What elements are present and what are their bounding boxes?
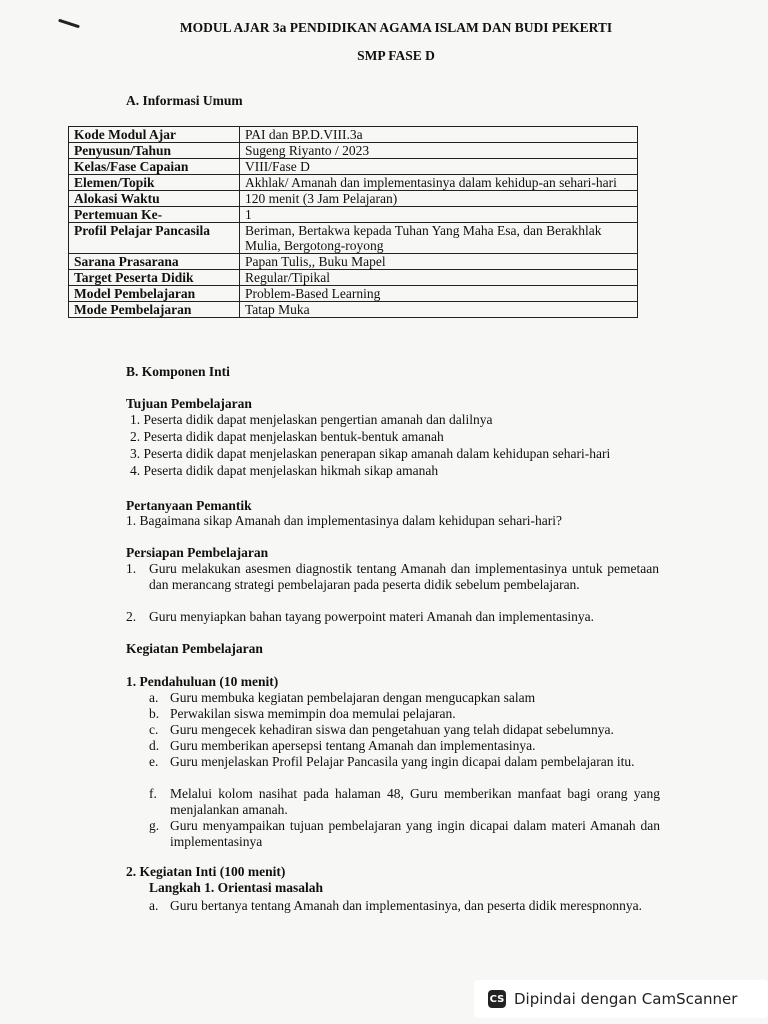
persiapan-heading: Persiapan Pembelajaran <box>126 545 269 560</box>
pendahuluan-item: Guru memberikan apersepsi tentang Amanah dan implementasinya. <box>170 738 536 753</box>
info-value: Papan Tulis,, Buku Mapel <box>240 254 638 270</box>
info-row <box>69 270 638 286</box>
tujuan-heading: Tujuan Pembelajaran <box>126 396 252 411</box>
persiapan-item: Guru melakukan asesmen diagnostik tentang Amanah dan implementasinya untuk pemetaan dan merancang strategi pembelajaran pada peserta didik sebelum pembelajaran. <box>149 561 659 592</box>
info-key: Elemen/Topik <box>69 175 240 191</box>
pendahuluan-item: Guru membuka kegiatan pembelajaran dengan mengucapkan salam <box>170 690 536 705</box>
info-key: Mode Pembelajaran <box>69 302 240 318</box>
info-key: Penyusun/Tahun <box>69 143 240 159</box>
inti-item: Guru bertanya tentang Amanah dan implementasinya, dan peserta didik merespnonnya. <box>170 898 642 913</box>
info-value: PAI dan BP.D.VIII.3a <box>240 127 638 143</box>
info-value: Beriman, Bertakwa kepada Tuhan Yang Maha Esa, dan Berakhlak Mulia, Bergotong-royong <box>240 223 638 254</box>
info-row <box>69 207 638 223</box>
pendahuluan-letter: f. <box>149 786 157 801</box>
info-value: Problem-Based Learning <box>240 286 638 302</box>
info-value: Akhlak/ Amanah dan implementasinya dalam kehidup-an sehari-hari <box>240 175 638 191</box>
info-row <box>69 159 638 175</box>
pendahuluan-item: Guru menyampaikan tujuan pembelajaran yang ingin dicapai dalam materi Amanah dan implementasinya <box>170 818 660 849</box>
info-value: Regular/Tipikal <box>240 270 638 286</box>
pendahuluan-item: Perwakilan siswa memimpin doa memulai pelajaran. <box>170 706 456 721</box>
pendahuluan-item: Melalui kolom nasihat pada halaman 48, Guru memberikan manfaat bagi orang yang menjalankan amanah. <box>170 786 660 817</box>
kegiatan-heading: Kegiatan Pembelajaran <box>126 641 263 656</box>
info-row <box>69 223 638 254</box>
tujuan-item: 3. Peserta didik dapat menjelaskan penerapan sikap amanah dalam kehidupan sehari-hari <box>130 446 611 461</box>
info-value: VIII/Fase D <box>240 159 638 175</box>
pendahuluan-item: Guru mengecek kehadiran siswa dan pengetahuan yang telah didapat sebelumnya. <box>170 722 614 737</box>
info-key: Sarana Prasarana <box>69 254 240 270</box>
info-key: Profil Pelajar Pancasila <box>69 223 240 254</box>
persiapan-num: 2. <box>126 609 137 624</box>
pendahuluan-letter: d. <box>149 738 160 753</box>
camscanner-icon: CS <box>488 990 506 1008</box>
info-key: Kode Modul Ajar <box>69 127 240 143</box>
persiapan-num: 1. <box>126 561 137 576</box>
langkah-heading: Langkah 1. Orientasi masalah <box>149 880 324 895</box>
info-table <box>68 126 638 318</box>
pendahuluan-letter: e. <box>149 754 159 769</box>
inti-item-letter: a. <box>149 898 159 913</box>
info-key: Alokasi Waktu <box>69 191 240 207</box>
info-key: Target Peserta Didik <box>69 270 240 286</box>
pendahuluan-letter: b. <box>149 706 160 721</box>
pemantik-heading: Pertanyaan Pemantik <box>126 498 252 513</box>
info-value: 120 menit (3 Jam Pelajaran) <box>240 191 638 207</box>
info-row <box>69 191 638 207</box>
pendahuluan-letter: g. <box>149 818 160 833</box>
persiapan-item: Guru menyiapkan bahan tayang powerpoint materi Amanah dan implementasinya. <box>149 609 594 624</box>
document-title: MODUL AJAR 3a PENDIDIKAN AGAMA ISLAM DAN BUDI PEKERTI <box>179 20 613 35</box>
info-row <box>69 254 638 270</box>
info-row <box>69 143 638 159</box>
pendahuluan-item: Guru menjelaskan Profil Pelajar Pancasila yang ingin dicapai dalam pembelajaran itu. <box>170 754 635 769</box>
tujuan-item: 4. Peserta didik dapat menjelaskan hikmah sikap amanah <box>130 463 439 478</box>
info-row <box>69 127 638 143</box>
camscanner-watermark <box>474 980 768 1018</box>
info-key: Kelas/Fase Capaian <box>69 159 240 175</box>
tujuan-item: 1. Peserta didik dapat menjelaskan pengertian amanah dan dalilnya <box>130 412 493 427</box>
info-value: Tatap Muka <box>240 302 638 318</box>
watermark-label: Dipindai dengan CamScanner <box>514 990 738 1008</box>
section-b-heading: B. Komponen Inti <box>126 364 230 379</box>
pendahuluan-heading: 1. Pendahuluan (10 menit) <box>126 674 279 689</box>
pemantik-item: 1. Bagaimana sikap Amanah dan implementasinya dalam kehidupan sehari-hari? <box>126 513 562 528</box>
tujuan-item: 2. Peserta didik dapat menjelaskan bentuk-bentuk amanah <box>130 429 444 444</box>
section-a-heading: A. Informasi Umum <box>126 93 243 108</box>
info-row <box>69 175 638 191</box>
info-value: 1 <box>240 207 638 223</box>
info-key: Pertemuan Ke- <box>69 207 240 223</box>
inti-heading: 2. Kegiatan Inti (100 menit) <box>126 864 286 879</box>
pendahuluan-letter: a. <box>149 690 159 705</box>
info-key: Model Pembelajaran <box>69 286 240 302</box>
info-row <box>69 286 638 302</box>
info-row <box>69 302 638 318</box>
info-value: Sugeng Riyanto / 2023 <box>240 143 638 159</box>
document-subtitle: SMP FASE D <box>357 48 435 63</box>
pendahuluan-letter: c. <box>149 722 159 737</box>
